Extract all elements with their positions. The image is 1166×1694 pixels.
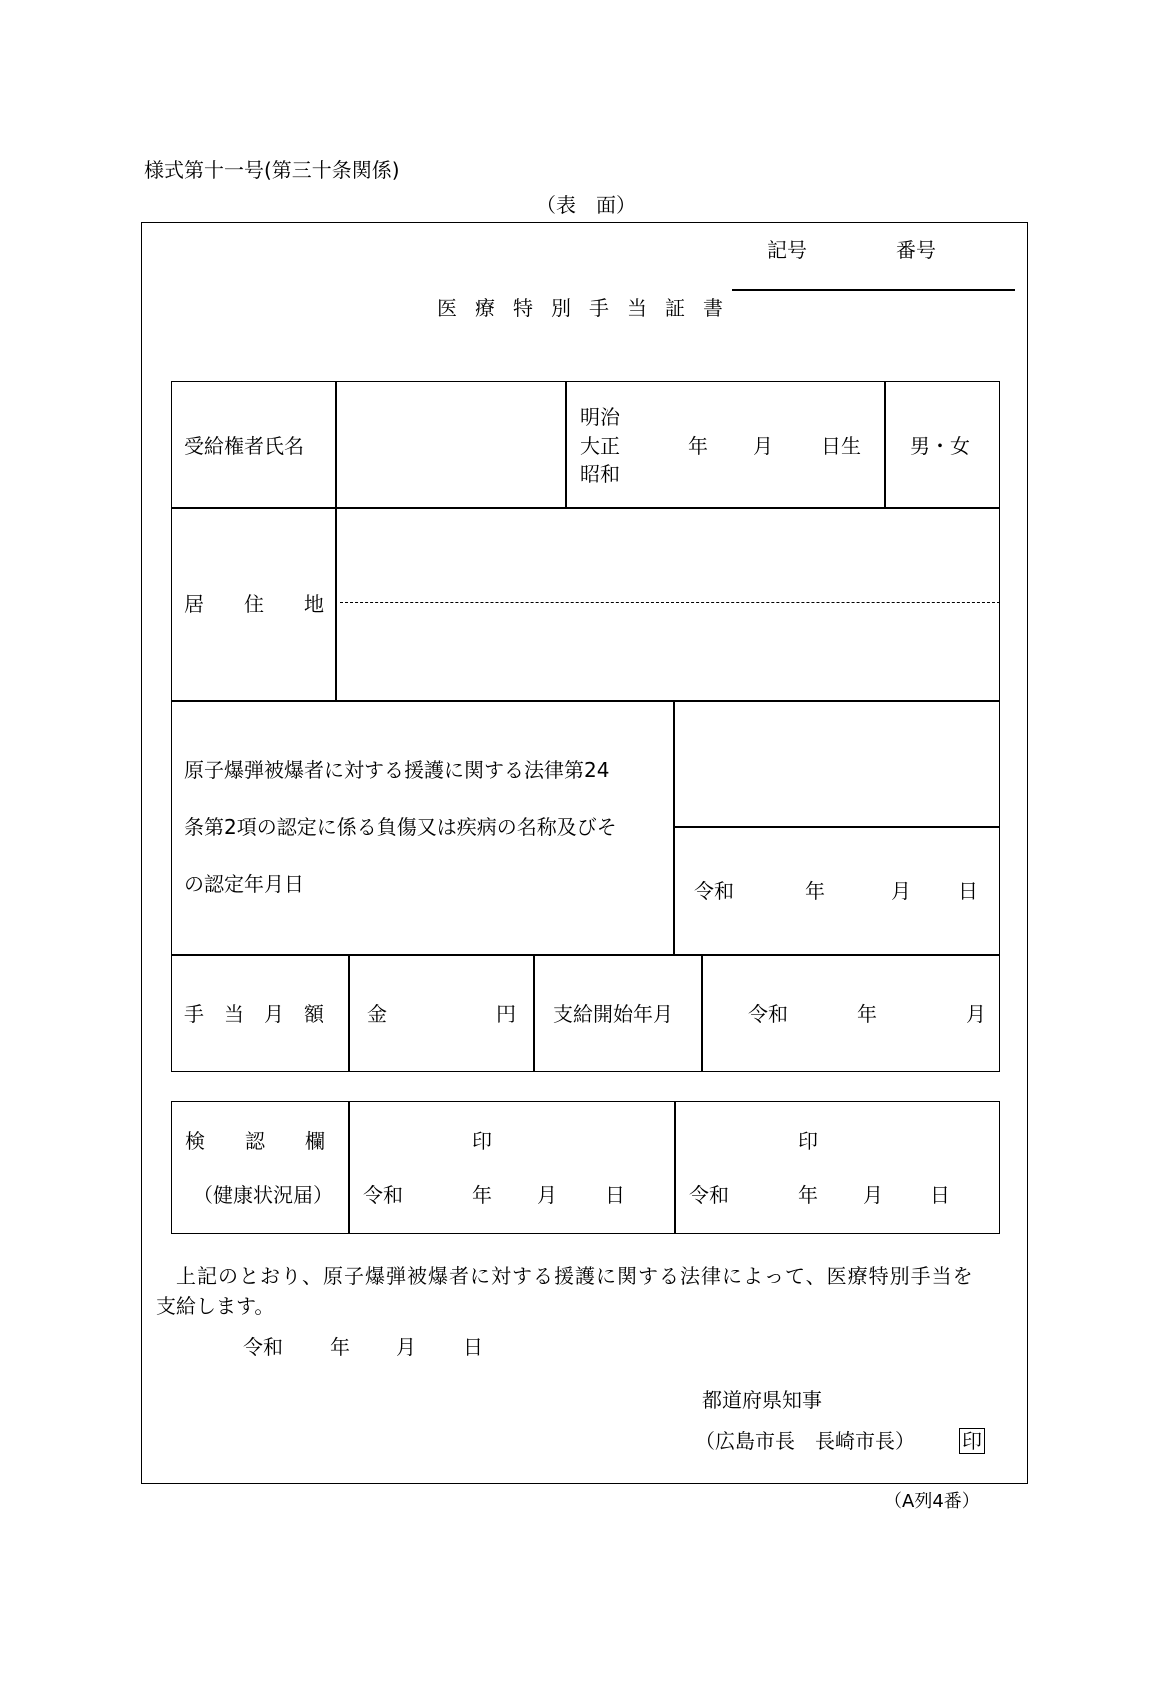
inspection-label: 検 認 欄: [185, 1129, 325, 1153]
sex-label: 男・女: [910, 434, 970, 458]
col-divider: [533, 954, 535, 1071]
disease-name-field[interactable]: [678, 705, 996, 822]
era-label: 令和: [748, 1002, 788, 1026]
issue-day: 日: [463, 1335, 483, 1359]
era-label: 令和: [363, 1183, 403, 1207]
seal-label: 印: [798, 1129, 818, 1153]
issuer-governor: 都道府県知事: [702, 1388, 822, 1412]
disease-label-line: 条第2項の認定に係る負傷又は疾病の名称及びそ: [184, 815, 617, 839]
row-divider: [171, 954, 1000, 956]
day-label: 日: [958, 879, 978, 903]
col-divider: [701, 954, 703, 1071]
birth-month-label: 月: [753, 434, 773, 458]
yen-label: 円: [496, 1002, 516, 1026]
month-label: 月: [966, 1002, 986, 1026]
inspection-table: [171, 1101, 1000, 1234]
statement-text: 支給します。: [156, 1294, 275, 1318]
day-label: 日: [605, 1183, 625, 1207]
recipient-name-field[interactable]: [339, 390, 561, 502]
side-label: （表 面）: [536, 193, 636, 217]
era-label: 令和: [694, 879, 734, 903]
year-label: 年: [857, 1002, 877, 1026]
form-number: 様式第十一号(第三十条関係): [144, 158, 400, 182]
year-label: 年: [472, 1183, 492, 1207]
disease-label-line: 原子爆弾被爆者に対する援護に関する法律第24: [184, 758, 610, 782]
issue-year: 年: [330, 1335, 350, 1359]
day-label: 日: [930, 1183, 950, 1207]
health-report-label: （健康状況届）: [193, 1183, 333, 1207]
birth-year-label: 年: [688, 434, 708, 458]
monthly-amount-label: 手 当 月 額: [184, 1002, 324, 1026]
kigo-label: 記号: [767, 238, 807, 262]
issuer-mayors: （広島市長 長崎市長）: [695, 1429, 915, 1453]
document-title: 医療特別手当証書: [437, 296, 741, 320]
col-divider: [348, 954, 350, 1071]
col-divider: [565, 381, 567, 507]
address-label: 居 住 地: [184, 592, 324, 616]
address-field[interactable]: [339, 512, 994, 696]
row-divider: [171, 700, 1000, 702]
year-label: 年: [805, 879, 825, 903]
era-label: 令和: [689, 1183, 729, 1207]
row-divider: [171, 507, 1000, 509]
col-divider: [884, 381, 886, 507]
official-seal-box: 印: [959, 1428, 985, 1454]
month-label: 月: [891, 879, 911, 903]
year-label: 年: [798, 1183, 818, 1207]
paper-size-label: （A列4番）: [884, 1491, 980, 1512]
col-divider: [335, 381, 337, 700]
seal-label: 印: [472, 1129, 492, 1153]
disease-label-line: の認定年月日: [184, 872, 304, 896]
col-divider: [674, 1101, 676, 1234]
bango-label: 番号: [896, 238, 936, 262]
issue-month: 月: [396, 1335, 416, 1359]
birth-day-label: 日生: [821, 434, 861, 458]
era-showa: 昭和: [580, 462, 620, 486]
statement-text: 上記のとおり、原子爆弾被爆者に対する援護に関する法律によって、医療特別手当を: [176, 1264, 974, 1288]
recipient-name-label: 受給権者氏名: [184, 434, 304, 458]
row-divider: [673, 826, 1000, 828]
month-label: 月: [537, 1183, 557, 1207]
payment-start-label: 支給開始年月: [553, 1002, 673, 1026]
kin-label: 金: [367, 1002, 387, 1026]
era-taisho: 大正: [580, 434, 620, 458]
month-label: 月: [863, 1183, 883, 1207]
number-underline: [732, 289, 1015, 291]
col-divider: [348, 1101, 350, 1234]
era-meiji: 明治: [580, 405, 620, 429]
issue-era: 令和: [243, 1335, 283, 1359]
